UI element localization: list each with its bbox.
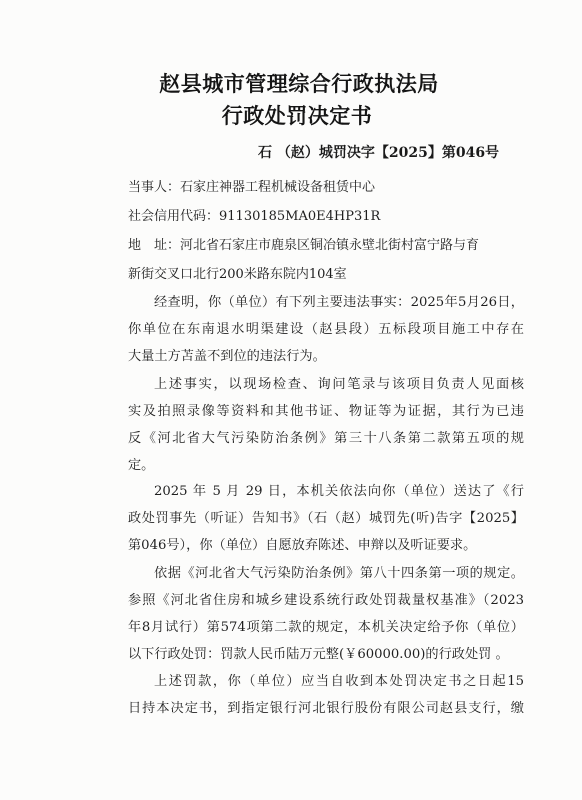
paragraph-line: 日持本决定书，到指定银行河北银行股份有限公司赵县支行，缴 [128, 701, 524, 716]
paragraph-line: 年8月试行）第574项第二款的规定，本机关决定给予你（单位） [128, 620, 524, 635]
paragraph-line: 定。 [128, 458, 155, 473]
paragraph-line: 2025 年 5 月 29 日，本机关依法向你（单位）送达了《行 [154, 484, 524, 499]
paragraph-line: 参照《河北省住房和城乡建设系统行政处罚裁量权基准》（2023 [128, 593, 524, 608]
issuing-authority-title: 赵县城市管理综合行政执法局 [159, 72, 439, 96]
address-line-2: 新街交叉口北行200米路东院内104室 [128, 267, 347, 282]
document-type-title: 行政处罚决定书 [221, 104, 373, 128]
paragraph-line: 大量土方苫盖不到位的违法行为。 [128, 349, 326, 364]
address-line-1: 地 址：河北省石家庄市鹿泉区铜冶镇永壁北街村富宁路与育 [128, 238, 480, 253]
evidence-paragraph [128, 371, 524, 479]
paragraph-line: 政处罚事先（听证）告知书》（石（赵）城罚先(听)告字【2025】 [128, 511, 524, 526]
paragraph-line: 依据《河北省大气污染防治条例》第八十四条第一项的规定。 [154, 566, 524, 581]
paragraph-line: 上述事实，以现场检查、询问笔录与该项目负责人见面核 [154, 377, 524, 392]
paragraph-line: 第046号），你（单位）自愿放弃陈述、申辩以及听证要求。 [128, 538, 477, 553]
paragraph-line: 你单位在东南退水明渠建设（赵县段）五标段项目施工中存在 [128, 322, 524, 337]
paragraph-line: 实及拍照录像等资料和其他书证、物证等为证据，其行为已违 [128, 404, 524, 419]
document-number: 石 （赵）城罚决字【2025】第046号 [258, 145, 500, 161]
notice-paragraph [128, 478, 524, 559]
party-name: 当事人：石家庄神器工程机械设备租赁中心 [128, 180, 376, 195]
payment-paragraph [128, 668, 524, 722]
facts-paragraph [128, 289, 524, 370]
paragraph-line: 以下行政处罚：罚款人民币陆万元整(￥60000.00)的行政处罚 。 [128, 647, 509, 662]
paragraph-line: 经查明，你（单位）有下列主要违法事实：2025年5月26日， [154, 295, 524, 310]
decision-paragraph [128, 560, 524, 668]
credit-code: 社会信用代码：91130185MA0E4HP31R [128, 209, 381, 224]
paragraph-line: 反《河北省大气污染防治条例》第三十八条第二款第五项的规 [128, 431, 524, 446]
paragraph-line: 上述罚款，你（单位）应当自收到本处罚决定书之日起15 [154, 674, 524, 689]
